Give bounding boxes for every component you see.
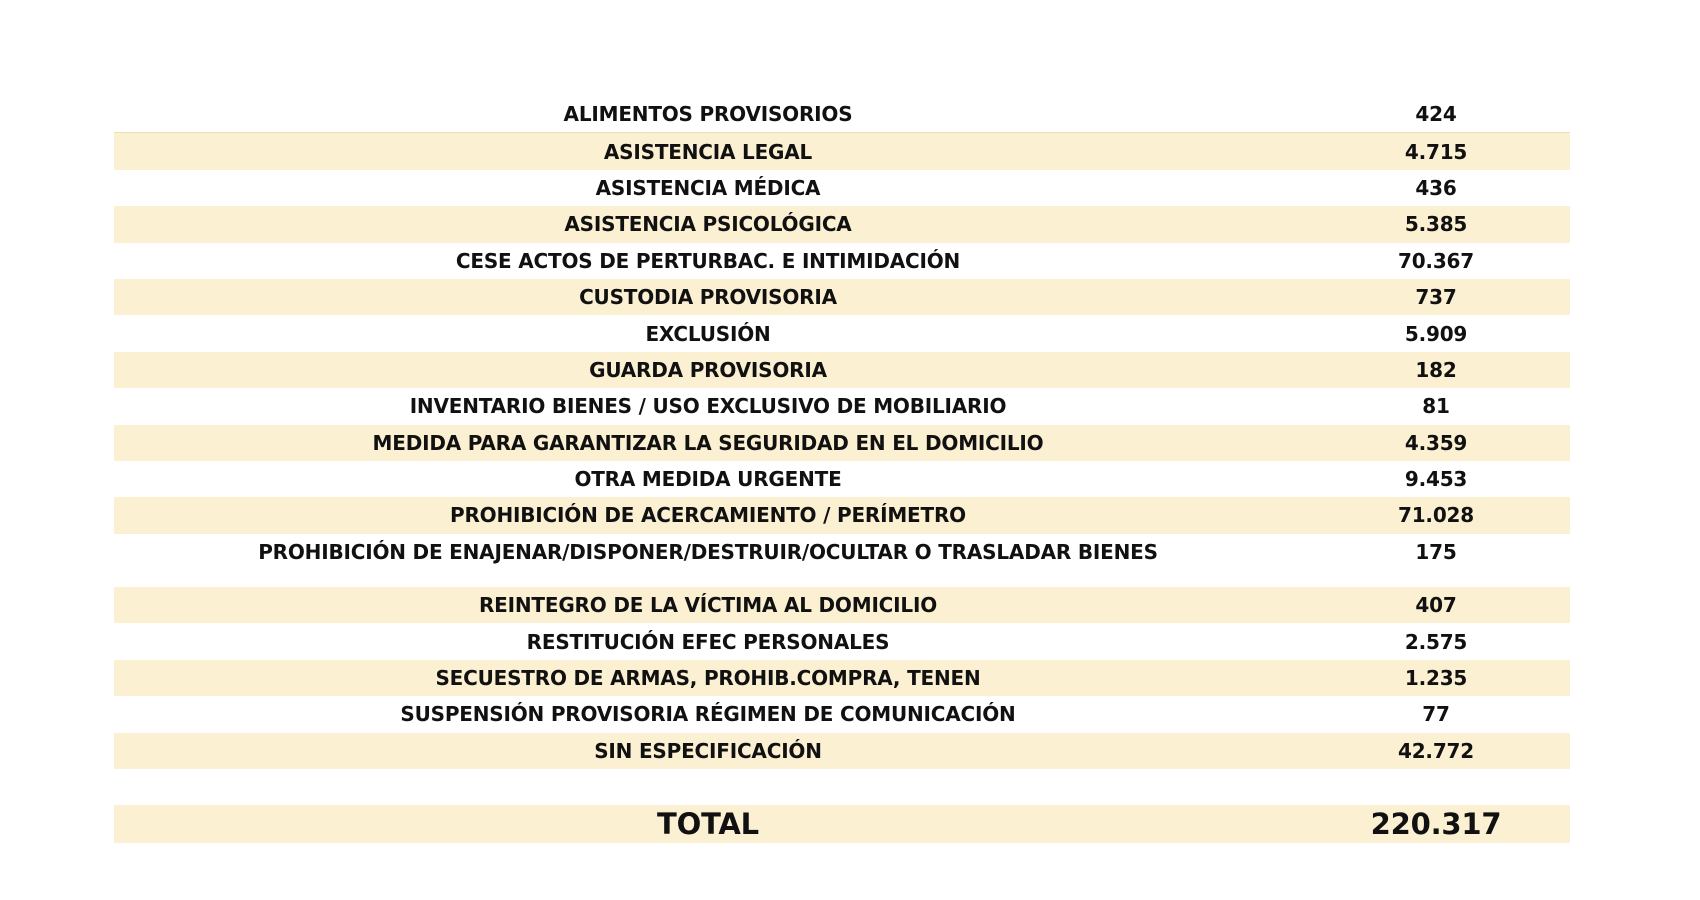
table-row: [114, 315, 1570, 351]
measure-value: 81: [1422, 394, 1450, 419]
measure-label: REINTEGRO DE LA VÍCTIMA AL DOMICILIO: [478, 593, 937, 618]
measure-value: 9.453: [1404, 467, 1468, 492]
measure-label: ALIMENTOS PROVISORIOS: [563, 102, 853, 127]
table-row: [114, 279, 1570, 315]
table-row: [114, 425, 1570, 461]
measure-label: RESTITUCIÓN EFEC PERSONALES: [526, 629, 890, 654]
measure-label: SECUESTRO DE ARMAS, PROHIB.COMPRA, TENEN: [435, 666, 981, 691]
measure-value: 737: [1415, 285, 1457, 310]
measure-label: ASISTENCIA MÉDICA: [595, 175, 821, 200]
table-row: [114, 623, 1570, 659]
table-row: [114, 133, 1570, 169]
measure-value: 71.028: [1398, 503, 1474, 528]
measure-value: 407: [1415, 593, 1457, 618]
table-row: [114, 534, 1570, 570]
measure-label: PROHIBICIÓN DE ACERCAMIENTO / PERÍMETRO: [450, 503, 966, 528]
measure-value: 4.359: [1404, 430, 1468, 455]
measure-value: 77: [1422, 702, 1450, 727]
measure-label: ASISTENCIA LEGAL: [603, 139, 813, 164]
measure-value: 70.367: [1398, 248, 1474, 273]
table-row: [114, 352, 1570, 388]
table-row: [114, 388, 1570, 424]
table-row: [114, 461, 1570, 497]
measure-label: CESE ACTOS DE PERTURBAC. E INTIMIDACIÓN: [455, 248, 961, 273]
table-row: [114, 587, 1570, 623]
measure-value: 4.715: [1404, 139, 1468, 164]
measure-value: 2.575: [1404, 629, 1468, 654]
table-row: [114, 660, 1570, 696]
table-row: [114, 243, 1570, 279]
measure-label: ASISTENCIA PSICOLÓGICA: [564, 212, 852, 237]
measure-label: PROHIBICIÓN DE ENAJENAR/DISPONER/DESTRUIR/OCULTAR O TRASLADAR BIENES: [258, 539, 1158, 564]
measure-value: 424: [1415, 102, 1457, 127]
measure-label: INVENTARIO BIENES / USO EXCLUSIVO DE MOBILIARIO: [409, 394, 1007, 419]
total-label: TOTAL: [657, 807, 759, 842]
measure-label: MEDIDA PARA GARANTIZAR LA SEGURIDAD EN EL DOMICILIO: [372, 430, 1044, 455]
measure-label: EXCLUSIÓN: [645, 321, 771, 346]
measure-value: 1.235: [1404, 666, 1468, 691]
measure-value: 5.385: [1404, 212, 1468, 237]
total-row: [114, 805, 1570, 843]
table-row: [114, 696, 1570, 732]
measure-label: SUSPENSIÓN PROVISORIA RÉGIMEN DE COMUNICACIÓN: [400, 702, 1016, 727]
measure-value: 42.772: [1398, 738, 1474, 763]
measure-label: CUSTODIA PROVISORIA: [579, 285, 837, 310]
measure-value: 5.909: [1404, 321, 1468, 346]
table-spacer: [114, 769, 1570, 805]
table-row: [114, 170, 1570, 206]
measures-table: [114, 96, 1570, 843]
measure-value: 182: [1415, 357, 1457, 382]
measure-value: 175: [1415, 539, 1457, 564]
table-row: [114, 96, 1570, 133]
measure-label: GUARDA PROVISORIA: [589, 357, 827, 382]
total-value: 220.317: [1370, 807, 1502, 842]
table-row: [114, 206, 1570, 242]
table-row: [114, 733, 1570, 769]
measure-label: SIN ESPECIFICACIÓN: [594, 738, 822, 763]
measure-label: OTRA MEDIDA URGENTE: [574, 467, 842, 492]
measure-value: 436: [1415, 175, 1457, 200]
table-row: [114, 497, 1570, 533]
